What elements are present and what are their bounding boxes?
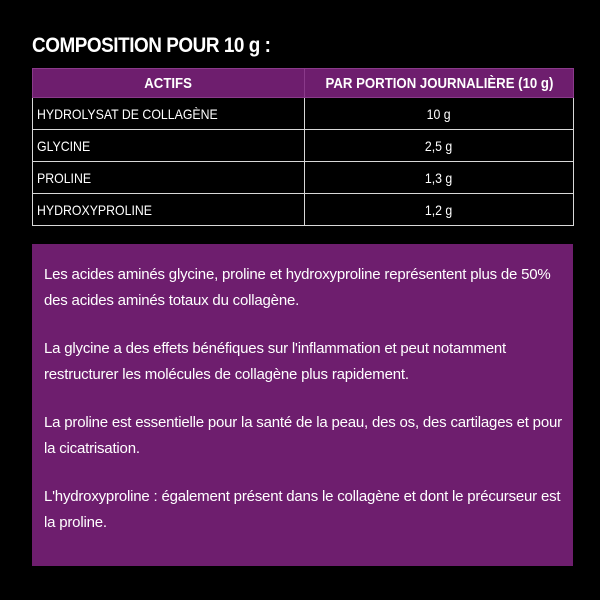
ingredient-name: HYDROLYSAT DE COLLAGÈNE bbox=[33, 98, 305, 130]
column-header-actifs: ACTIFS bbox=[33, 69, 305, 98]
ingredient-name: HYDROXYPROLINE bbox=[33, 194, 305, 226]
table-row bbox=[33, 162, 574, 194]
ingredient-amount: 2,5 g bbox=[305, 130, 574, 162]
info-paragraph: L'hydroxyproline : également présent dans le collagène et dont le précurseur est la proline. bbox=[44, 488, 561, 531]
ingredient-name: GLYCINE bbox=[33, 130, 305, 162]
table-row bbox=[33, 98, 574, 130]
info-paragraph: La glycine a des effets bénéfiques sur l'inflammation et peut notamment restructurer les molécules de collagène plus rapidement. bbox=[44, 340, 506, 383]
column-header-portion: PAR PORTION JOURNALIÈRE (10 g) bbox=[305, 69, 574, 98]
table-row bbox=[33, 130, 574, 162]
info-paragraph: La proline est essentielle pour la santé de la peau, des os, des cartilages et pour la cicatrisation. bbox=[44, 414, 562, 457]
ingredient-amount: 1,3 g bbox=[305, 162, 574, 194]
composition-table bbox=[32, 68, 574, 226]
ingredient-name: PROLINE bbox=[33, 162, 305, 194]
composition-heading: COMPOSITION POUR 10 g : bbox=[32, 34, 271, 57]
ingredient-amount: 1,2 g bbox=[305, 194, 574, 226]
ingredient-amount: 10 g bbox=[305, 98, 574, 130]
info-paragraph: Les acides aminés glycine, proline et hydroxyproline représentent plus de 50% des acides aminés totaux du collagène. bbox=[44, 266, 551, 309]
table-header-row bbox=[33, 69, 574, 98]
info-box bbox=[32, 244, 573, 566]
table-row bbox=[33, 194, 574, 226]
